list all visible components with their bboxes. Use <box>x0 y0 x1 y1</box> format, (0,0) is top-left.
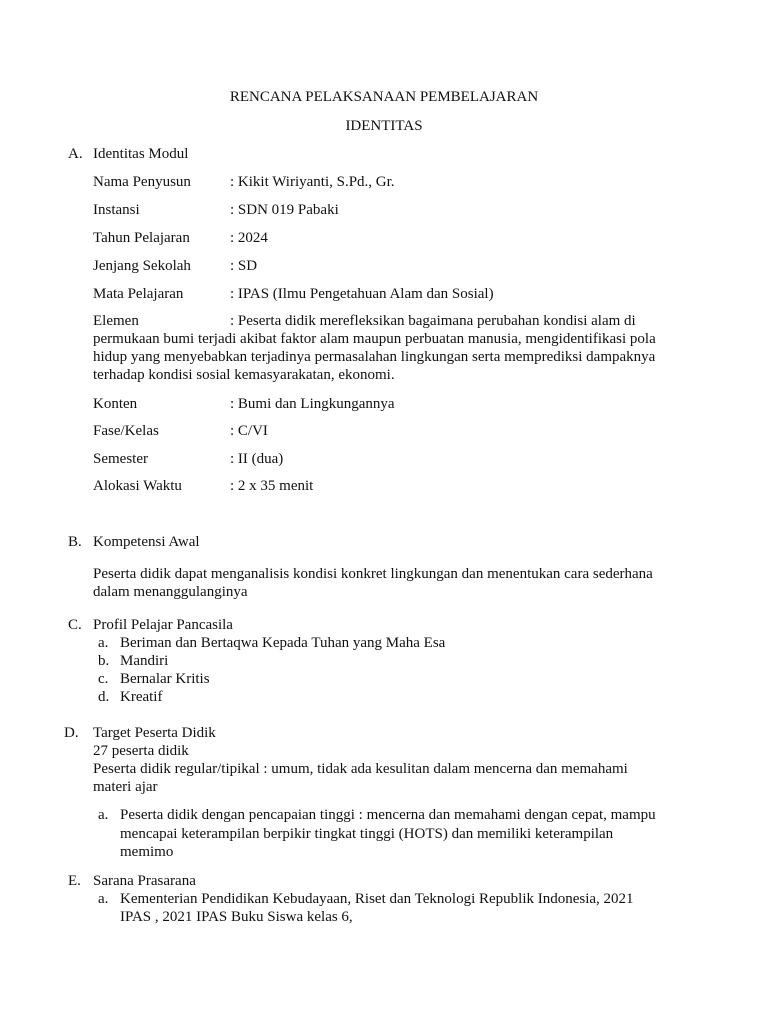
section-e-letter: E. <box>68 873 81 889</box>
field-label: Instansi <box>93 202 140 218</box>
section-b-text-line: Peserta didik dapat menganalisis kondisi konkret lingkungan dan menentukan cara sederhana <box>93 566 653 582</box>
list-item-line: Peserta didik dengan pencapaian tinggi : mencerna dan memahami dengan cepat, mampu <box>120 807 656 823</box>
list-item: Kreatif <box>120 689 163 705</box>
section-a-letter: A. <box>68 146 83 162</box>
field-value: : Kikit Wiriyanti, S.Pd., Gr. <box>230 174 395 190</box>
elemen-text-line: : Peserta didik merefleksikan bagaimana perubahan kondisi alam di <box>230 313 636 329</box>
section-d-text-line: 27 peserta didik <box>93 743 189 759</box>
field-value: : 2 x 35 menit <box>230 478 314 494</box>
section-d-letter: D. <box>64 725 79 741</box>
document-title: RENCANA PELAKSANAAN PEMBELAJARAN <box>229 89 539 105</box>
list-marker: c. <box>98 671 109 687</box>
document-subtitle: IDENTITAS <box>345 118 423 134</box>
list-marker: a. <box>98 891 109 907</box>
field-value: : C/VI <box>230 423 268 439</box>
field-value: : IPAS (Ilmu Pengetahuan Alam dan Sosial) <box>230 286 494 302</box>
section-c-letter: C. <box>68 617 82 633</box>
field-value: : II (dua) <box>230 451 284 467</box>
section-a-heading: Identitas Modul <box>93 146 189 162</box>
section-b-letter: B. <box>68 534 82 550</box>
field-label: Jenjang Sekolah <box>93 258 191 274</box>
section-d-text-line: Peserta didik regular/tipikal : umum, tidak ada kesulitan dalam mencerna dan memahami <box>93 761 628 777</box>
list-item-line: IPAS , 2021 IPAS Buku Siswa kelas 6, <box>120 909 353 925</box>
section-b-heading: Kompetensi Awal <box>93 534 200 550</box>
list-item-line: mencapai keterampilan berpikir tingkat tinggi (HOTS) dan memiliki keterampilan <box>120 826 614 842</box>
list-item: Bernalar Kritis <box>120 671 210 687</box>
list-marker: a. <box>98 807 109 823</box>
elemen-text-line: terhadap kondisi sosial kemasyarakatan, ekonomi. <box>93 367 395 383</box>
field-value: : Bumi dan Lingkungannya <box>230 396 395 412</box>
elemen-label: Elemen <box>93 313 139 329</box>
field-value: : SD <box>230 258 258 274</box>
field-label: Alokasi Waktu <box>93 478 182 494</box>
section-b-text-line: dalam menanggulanginya <box>93 584 248 600</box>
field-label: Fase/Kelas <box>93 423 159 439</box>
field-label: Semester <box>93 451 148 467</box>
section-e-heading: Sarana Prasarana <box>93 873 196 889</box>
list-item-line: memimo <box>120 844 174 860</box>
elemen-text-line: permukaan bumi terjadi akibat faktor alam maupun perbuatan manusia, mengidentifikasi pola <box>93 331 656 347</box>
section-d-heading: Target Peserta Didik <box>93 725 216 741</box>
field-label: Tahun Pelajaran <box>93 230 190 246</box>
field-value: : SDN 019 Pabaki <box>230 202 339 218</box>
list-marker: b. <box>98 653 110 669</box>
section-c-heading: Profil Pelajar Pancasila <box>93 617 233 633</box>
list-item: Mandiri <box>120 653 169 669</box>
field-label: Konten <box>93 396 138 412</box>
field-label: Nama Penyusun <box>93 174 191 190</box>
list-marker: d. <box>98 689 110 705</box>
list-item-line: Kementerian Pendidikan Kebudayaan, Riset dan Teknologi Republik Indonesia, 2021 <box>120 891 634 907</box>
field-value: : 2024 <box>230 230 268 246</box>
list-marker: a. <box>98 635 109 651</box>
field-label: Mata Pelajaran <box>93 286 184 302</box>
list-item: Beriman dan Bertaqwa Kepada Tuhan yang Maha Esa <box>120 635 446 651</box>
elemen-text-line: hidup yang menyebabkan terjadinya permasalahan lingkungan serta memprediksi dampaknya <box>93 349 656 365</box>
section-d-text-line: materi ajar <box>93 779 158 795</box>
